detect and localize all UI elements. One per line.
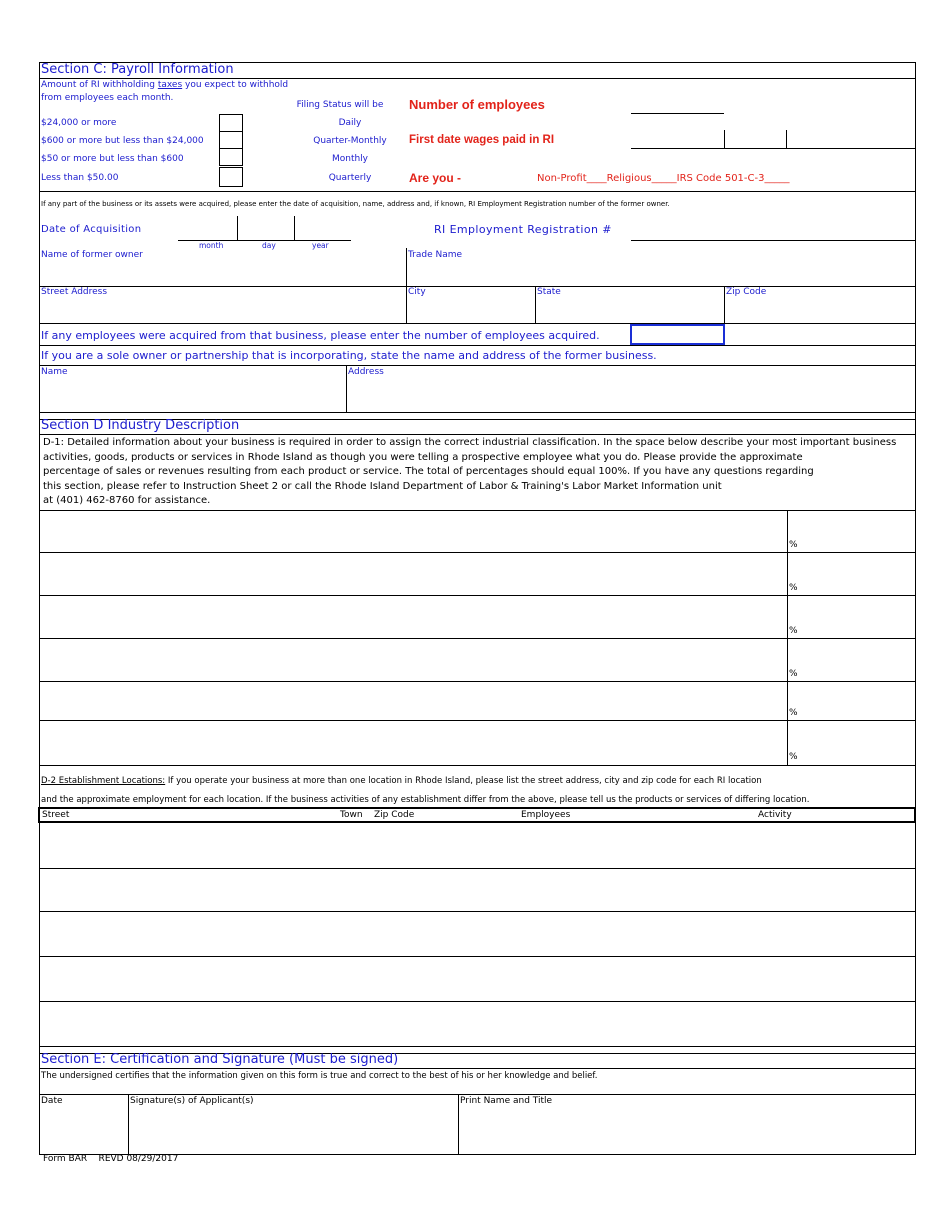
percent-sign: % [789,669,798,679]
percent-sign: % [789,540,798,550]
d1-description-input[interactable] [42,683,784,718]
amount-checkbox[interactable] [219,167,243,187]
establishment-row-input[interactable] [42,870,913,909]
withholding-label-line1: Amount of RI withholding taxes you expect to withhold [41,80,289,90]
date-label: Date [41,1096,63,1106]
section-c-title: Section C: Payroll Information [41,62,234,77]
filing-status-option: Monthly [331,154,369,164]
ri-employment-registration-label: RI Employment Registration # [434,223,612,236]
date-of-acquisition-field[interactable] [178,215,294,239]
column-employees: Employees [521,810,571,820]
percent-sign: % [789,752,798,762]
name-label: Name [41,367,68,377]
acquisition-note: If any part of the business or its assets were acquired, please enter the date of acquisition, name, address and, if known, RI Employment Registration number of the former owner. [41,200,670,208]
trade-name-label: Trade Name [408,250,463,260]
number-of-employees-label: Number of employees [409,97,545,112]
establishment-row-input[interactable] [42,1003,913,1044]
organization-type-options: Non-Profit____Religious_____IRS Code 501-C-3_____ [537,173,790,184]
date-part-label: year [312,241,329,250]
column-street: Street [42,810,70,820]
amount-option: $600 or more but less than $24,000 [41,136,204,146]
signature-input[interactable] [131,1108,456,1152]
percent-sign: % [789,583,798,593]
name-of-former-owner-label: Name of former owner [41,250,143,260]
d2-title: D-2 Establishment Locations: [41,776,166,786]
address-label: Address [348,367,384,377]
establishment-row-input[interactable] [42,913,913,954]
percent-sign: % [789,708,798,718]
filing-status-title: Filing Status will be [296,100,384,110]
amount-option: $24,000 or more [41,118,117,128]
d1-description-input[interactable] [42,597,784,636]
filing-status-option: Quarter-Monthly [313,136,387,146]
percent-sign: % [789,626,798,636]
filing-status-option: Daily [338,118,362,128]
street-address-label: Street Address [41,287,108,297]
establishment-row-input[interactable] [42,826,913,866]
column-town: Town [340,810,363,820]
withholding-label-line2: from employees each month. [41,93,174,103]
d1-description-input[interactable] [42,512,784,550]
amount-checkbox[interactable] [219,148,243,166]
are-you-label: Are you - [409,171,462,185]
column-activity: Activity [758,810,792,820]
date-input[interactable] [42,1108,126,1152]
print-name-title-input[interactable] [461,1108,913,1152]
form-revision: Form BAR REVD 08/29/2017 [43,1154,179,1164]
amount-option: Less than $50.00 [41,173,119,183]
city-label: City [408,287,426,297]
state-label: State [537,287,561,297]
sole-owner-label: If you are a sole owner or partnership that is incorporating, state the name and address of the former business. [41,349,657,362]
d2-instructions-line2: and the approximate employment for each location. If the business activities of any establishment differ from the above, please tell us the products or services of differing location. [41,795,810,805]
d1-description-input[interactable] [42,640,784,679]
certification-statement: The undersigned certifies that the information given on this form is true and correct to the best of his or her knowledge and belief. [41,1071,598,1081]
amount-checkbox[interactable] [219,114,243,132]
first-date-wages-label: First date wages paid in RI [409,134,555,146]
d2-instructions-line1: D-2 Establishment Locations: If you operate your business at more than one location in Rhode Island, please list the street address, city and zip code for each RI location [41,776,762,786]
d1-description-input[interactable] [42,722,784,763]
establishment-row-input[interactable] [42,958,913,999]
amount-option: $50 or more but less than $600 [41,154,184,164]
print-name-title-label: Print Name and Title [460,1096,553,1106]
d1-instructions: D-1: Detailed information about your business is required in order to assign the correct industrial classification. In the space below describe your most important business activities, goods, products or services in Rhode Island as though you were telling a prospective employee what you do. Please provide the approximate percentage of sales or revenues resulting from each product or service. The total of percentages should equal 100%. If you have any questions regarding this section, please refer to Instruction Sheet 2 or call the Rhode Island Department of Labor & Training's Labor Market Information unit at (401) 462-8760 for assistance. [43,437,897,506]
filing-status-option: Quarterly [328,173,372,183]
signature-label: Signature(s) of Applicant(s) [130,1096,254,1106]
zip-code-label: Zip Code [726,287,767,297]
employees-acquired-label: If any employees were acquired from that business, please enter the number of employees acquired. [41,329,600,342]
date-part-label: month [199,241,224,250]
section-e-title: Section E: Certification and Signature (Must be signed) [41,1052,399,1067]
amount-checkbox[interactable] [219,131,243,149]
column-zip-code: Zip Code [374,810,415,820]
d1-description-input[interactable] [42,554,784,593]
date-of-acquisition-label: Date of Acquisition [41,224,142,235]
date-part-label: day [262,241,276,250]
employees-acquired-input[interactable] [630,324,725,345]
section-d-title: Section D Industry Description [41,418,240,433]
